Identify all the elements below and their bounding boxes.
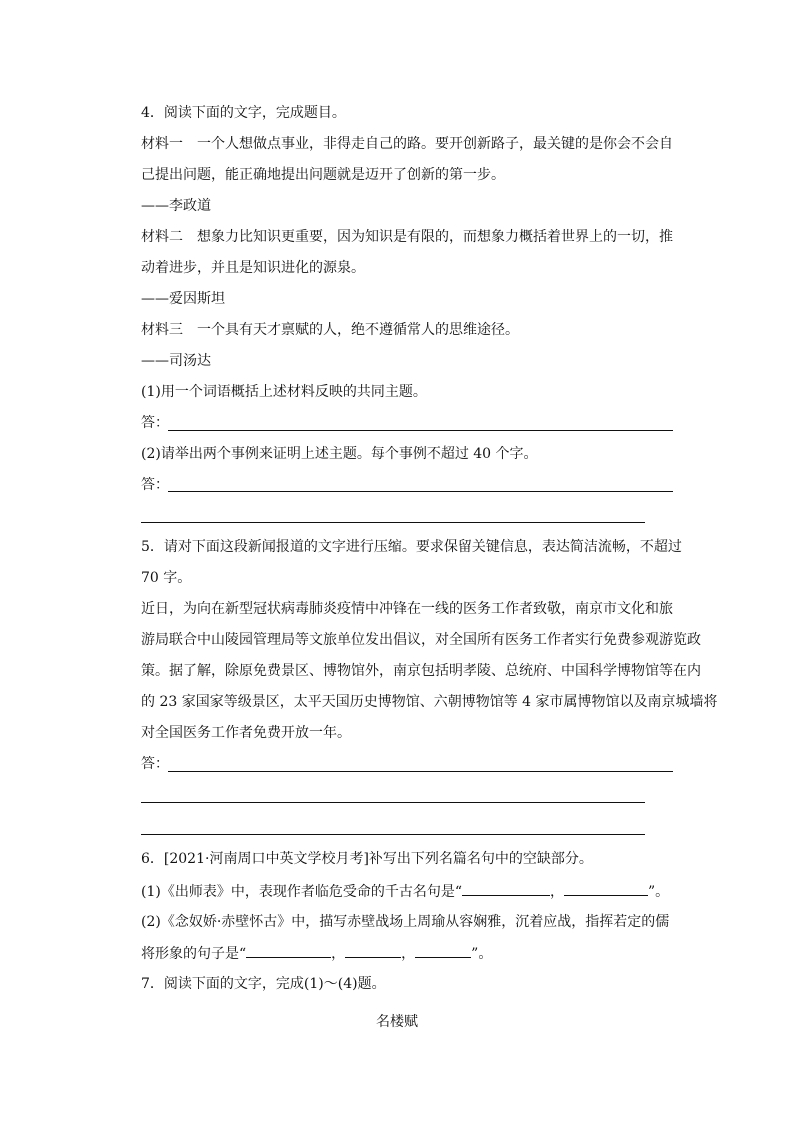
q5-header-line1: 5．请对下面这段新闻报道的文字进行压缩。要求保留关键信息，表达简洁流畅，不超过: [141, 539, 682, 555]
q6-sentence2-end: ”。: [471, 946, 493, 962]
q4-sub1-prompt: (1)用一个词语概括上述材料反映的共同主题。: [141, 384, 427, 400]
q4-sub2-answer-line-1[interactable]: [168, 491, 673, 492]
q6-sentence2-blank-1[interactable]: [246, 943, 331, 958]
q5-passage-line1: 近日，为向在新型冠状病毒肺炎疫情中冲锋在一线的医务工作者致敬，南京市文化和旅: [141, 601, 673, 617]
q6-sentence2-blank-2[interactable]: [345, 943, 401, 958]
q5-passage-line3: 策。据了解，除原免费景区、博物馆外，南京包括明孝陵、总统府、中国科学博物馆等在内: [141, 663, 701, 679]
q4-sub1-answer-label: 答：: [141, 415, 169, 431]
q6-sentence2-line2: [141, 943, 492, 964]
q5-answer-label: 答：: [141, 756, 169, 772]
q4-material1-line2: 己提出问题，能正确地提出问题就是迈开了创新的第一步。: [141, 167, 505, 183]
q4-header: 4．阅读下面的文字，完成题目。: [141, 105, 346, 121]
q6-sentence2-comma-2: ，: [401, 946, 416, 962]
q5-answer-line-2[interactable]: [141, 802, 645, 803]
q5-passage-line5: 对全国医务工作者免费开放一年。: [141, 725, 351, 741]
q5-header-line2: 70 字。: [141, 570, 192, 586]
q4-sub1-answer-line[interactable]: [168, 430, 673, 431]
q4-material3-source: ——司汤达: [141, 353, 211, 369]
q6-sentence2-blank-3[interactable]: [415, 943, 471, 958]
q4-material2-line2: 动着进步，并且是知识进化的源泉。: [141, 260, 365, 276]
q7-passage-title: 名楼赋: [376, 1014, 418, 1030]
q6-sentence2-prefix: 将形象的句子是“: [141, 946, 247, 962]
q5-answer-line-1[interactable]: [168, 771, 673, 772]
q6-sentence1: [141, 881, 669, 902]
q6-sentence1-prefix: (1)《出师表》中，表现作者临危受命的千古名句是“: [141, 884, 462, 900]
q6-sentence2-line1: (2)《念奴娇·赤壁怀古》中，描写赤壁战场上周瑜从容娴雅，沉着应战，指挥若定的儒: [141, 914, 670, 930]
q6-sentence2-comma-1: ，: [331, 946, 346, 962]
q5-answer-line-3[interactable]: [141, 834, 645, 835]
q4-sub2-prompt: (2)请举出两个事例来证明上述主题。每个事例不超过 40 个字。: [141, 446, 538, 462]
q4-material1-line1: 材料一 一个人想做点事业，非得走自己的路。要开创新路子，最关键的是你会不会自: [141, 136, 673, 152]
q6-sentence1-blank-1[interactable]: [462, 881, 550, 896]
q7-header: 7．阅读下面的文字，完成(1)～(4)题。: [141, 976, 386, 992]
q4-material1-source: ——李政道: [141, 198, 211, 214]
q4-sub2-answer-line-2[interactable]: [141, 522, 645, 523]
q6-sentence1-comma: ，: [550, 884, 564, 900]
q4-sub2-answer-label: 答：: [141, 477, 169, 493]
q6-sentence1-end: ”。: [648, 884, 670, 900]
q6-header: 6．[2021·河南周口中英文学校月考]补写出下列名篇名句中的空缺部分。: [141, 851, 593, 867]
q5-passage-line4: 的 23 家国家等级景区，太平天国历史博物馆、六朝博物馆等 4 家市属博物馆以及南京城墙将: [141, 694, 718, 710]
q4-material2-line1: 材料二 想象力比知识更重要，因为知识是有限的，而想象力概括着世界上的一切，推: [141, 229, 673, 245]
q4-material3-line1: 材料三 一个具有天才禀赋的人，绝不遵循常人的思维途径。: [141, 322, 519, 338]
q6-sentence1-blank-2[interactable]: [564, 881, 648, 896]
q4-material2-source: ——爱因斯坦: [141, 291, 225, 307]
q5-passage-line2: 游局联合中山陵园管理局等文旅单位发出倡议，对全国所有医务工作者实行免费参观游览政: [141, 632, 701, 648]
